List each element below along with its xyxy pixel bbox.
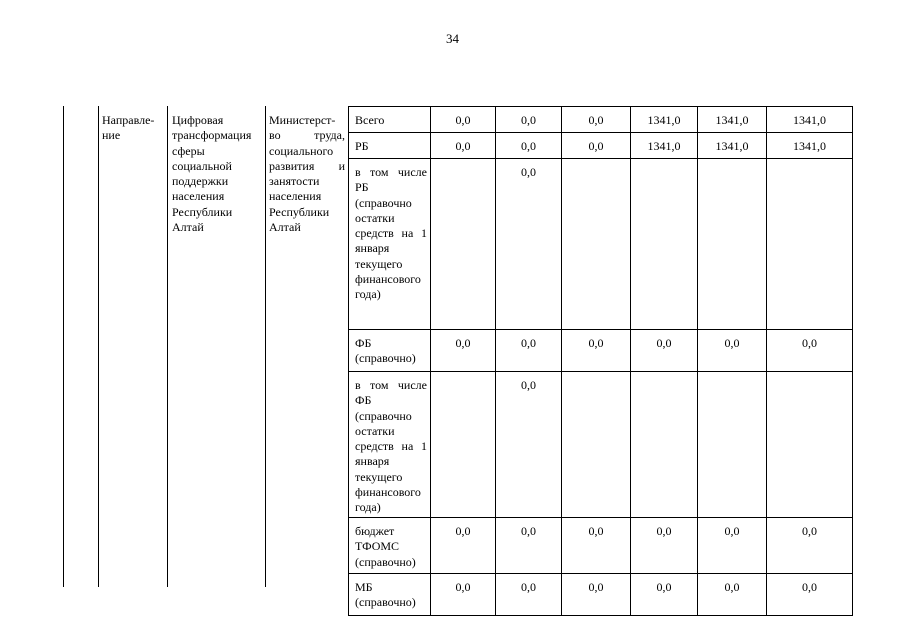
executor-cell: Министерст- во труда, социального развития и занятости населения Республики Алтай bbox=[269, 113, 345, 235]
finance-row bbox=[349, 372, 853, 518]
finance-row bbox=[349, 330, 853, 372]
amount-cell: 0,0 bbox=[631, 330, 698, 372]
amount-cell: 1341,0 bbox=[767, 107, 853, 133]
funding-source-cell bbox=[349, 518, 431, 574]
amount-cell: 0,0 bbox=[767, 574, 853, 616]
amount-cell bbox=[631, 372, 698, 518]
funding-source-cell bbox=[349, 372, 431, 518]
amount-cell bbox=[431, 159, 496, 330]
amount-cell bbox=[431, 372, 496, 518]
amount-cell: 1341,0 bbox=[767, 133, 853, 159]
amount-cell: 0,0 bbox=[431, 574, 496, 616]
funding-source-label: в том числе РБ (справочно остатки средств на 1 января текущего финансового года) bbox=[355, 165, 427, 302]
funding-source-cell bbox=[349, 133, 431, 159]
amount-cell: 0,0 bbox=[562, 574, 631, 616]
amount-cell: 1341,0 bbox=[631, 107, 698, 133]
amount-cell bbox=[767, 372, 853, 518]
amount-cell: 0,0 bbox=[496, 330, 562, 372]
amount-cell: 1341,0 bbox=[698, 107, 767, 133]
column-rule-4 bbox=[265, 106, 266, 587]
amount-cell: 0,0 bbox=[698, 574, 767, 616]
funding-source-label: бюджет ТФОМС (справочно) bbox=[355, 524, 416, 569]
funding-source-label: Всего bbox=[355, 113, 385, 127]
amount-cell: 0,0 bbox=[562, 330, 631, 372]
amount-cell: 0,0 bbox=[431, 107, 496, 133]
page-number: 34 bbox=[446, 31, 459, 46]
amount-cell: 0,0 bbox=[496, 159, 562, 330]
amount-cell: 0,0 bbox=[431, 518, 496, 574]
amount-cell bbox=[698, 372, 767, 518]
funding-source-label: ФБ (справочно) bbox=[355, 336, 416, 366]
amount-cell: 0,0 bbox=[631, 518, 698, 574]
amount-cell: 0,0 bbox=[767, 330, 853, 372]
amount-cell: 0,0 bbox=[496, 574, 562, 616]
finance-row bbox=[349, 518, 853, 574]
amount-cell: 1341,0 bbox=[631, 133, 698, 159]
column-rule-2 bbox=[98, 106, 99, 587]
finance-row bbox=[349, 107, 853, 133]
finance-row bbox=[349, 133, 853, 159]
finance-row bbox=[349, 159, 853, 330]
amount-cell: 0,0 bbox=[562, 107, 631, 133]
amount-cell bbox=[562, 372, 631, 518]
amount-cell: 0,0 bbox=[431, 133, 496, 159]
amount-cell bbox=[767, 159, 853, 330]
amount-cell: 1341,0 bbox=[698, 133, 767, 159]
funding-source-cell bbox=[349, 330, 431, 372]
funding-source-cell bbox=[349, 574, 431, 616]
funding-source-label: РБ bbox=[355, 139, 369, 153]
amount-cell bbox=[698, 159, 767, 330]
amount-cell: 0,0 bbox=[698, 330, 767, 372]
amount-cell: 0,0 bbox=[698, 518, 767, 574]
amount-cell: 0,0 bbox=[496, 107, 562, 133]
amount-cell: 0,0 bbox=[431, 330, 496, 372]
funding-source-label: в том числе ФБ (справочно остатки средств на 1 января текущего финансового года) bbox=[355, 378, 427, 515]
amount-cell: 0,0 bbox=[562, 518, 631, 574]
amount-cell: 0,0 bbox=[496, 372, 562, 518]
activity-name-cell: Цифровая трансформация сферы социальной поддержки населения Республики Алтай bbox=[172, 113, 252, 235]
amount-cell: 0,0 bbox=[767, 518, 853, 574]
column-rule-3 bbox=[167, 106, 168, 587]
amount-cell bbox=[562, 159, 631, 330]
row-type-cell: Направле- ние bbox=[102, 113, 155, 143]
column-rule-1 bbox=[63, 106, 64, 587]
funding-source-label: МБ (справочно) bbox=[355, 580, 416, 610]
finance-row bbox=[349, 574, 853, 616]
amount-cell bbox=[631, 159, 698, 330]
amount-cell: 0,0 bbox=[562, 133, 631, 159]
amount-cell: 0,0 bbox=[496, 518, 562, 574]
amount-cell: 0,0 bbox=[496, 133, 562, 159]
funding-source-cell bbox=[349, 159, 431, 330]
finance-table bbox=[348, 106, 853, 616]
funding-source-cell bbox=[349, 107, 431, 133]
amount-cell: 0,0 bbox=[631, 574, 698, 616]
